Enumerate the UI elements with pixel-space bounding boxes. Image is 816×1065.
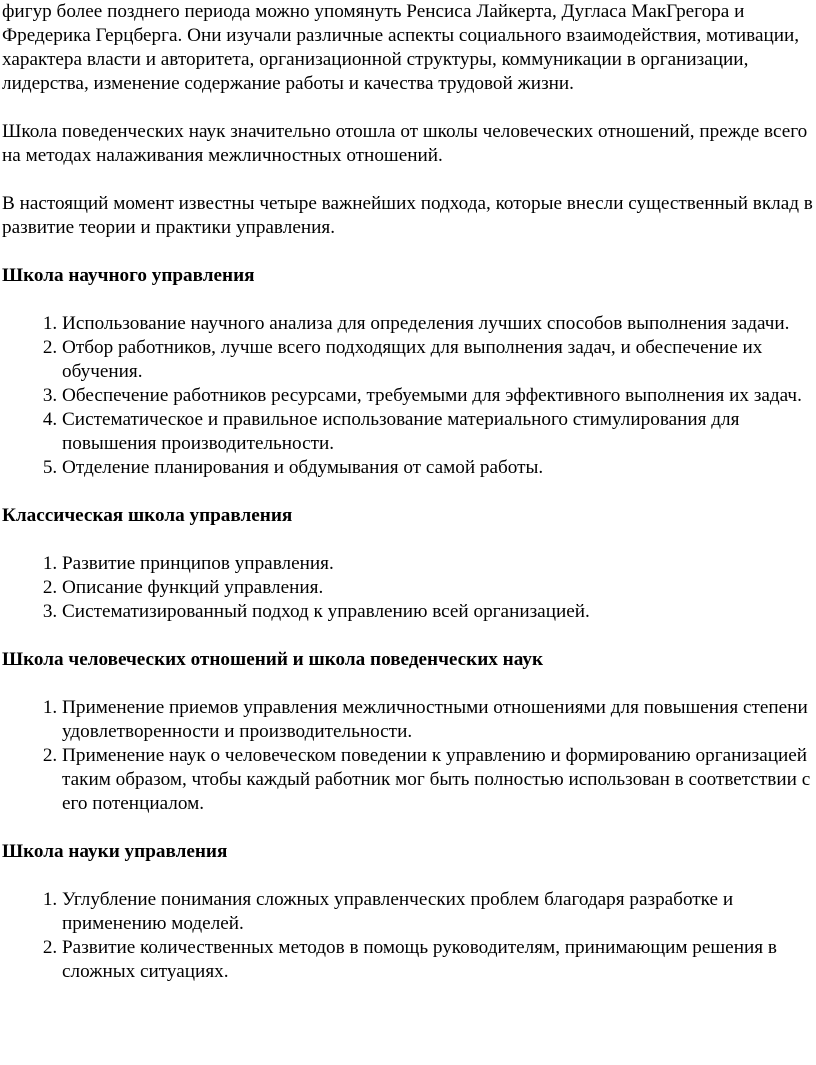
list-item: 3. Обеспечение работников ресурсами, требуемыми для эффективного выполнения их задач. — [62, 384, 814, 408]
section-heading-human-relations: Школа человеческих отношений и школа поведенческих наук — [2, 649, 544, 670]
intro-paragraph: фигур более позднего периода можно упомянуть Ренсиса Лайкерта, Дугласа МакГрегора и Фредерика Герцберга. Они изучали различные аспекты социального взаимодействия, мотивации, характера власти и авторитета, организационной структуры, коммуникации в организации, лидерства, изменение содержание работы и качества трудовой жизни. — [2, 1, 800, 94]
human-relations-list — [2, 696, 814, 816]
behavioral-paragraph: Школа поведенческих наук значительно отошла от школы человеческих отношений, прежде всего на методах налаживания межличностных отношений. — [2, 121, 808, 166]
section-heading-scientific: Школа научного управления — [2, 265, 255, 286]
scientific-list — [2, 312, 814, 480]
list-item: 1. Углубление понимания сложных управленческих проблем благодаря разработке и применению моделей. — [62, 888, 814, 936]
list-item: 1. Развитие принципов управления. — [62, 552, 814, 576]
list-item: 2. Развитие количественных методов в помощь руководителям, принимающим решения в сложных ситуациях. — [62, 936, 814, 984]
section-heading-management-science: Школа науки управления — [2, 841, 228, 862]
list-item: 5. Отделение планирования и обдумывания от самой работы. — [62, 456, 814, 480]
list-item: 2. Применение наук о человеческом поведении к управлению и формированию организацией таким образом, чтобы каждый работник мог быть полностью использован в соответствии с его потенциалом. — [62, 744, 814, 816]
list-item: 4. Систематическое и правильное использование материального стимулирования для повышения производительности. — [62, 408, 814, 456]
list-item: 3. Систематизированный подход к управлению всей организацией. — [62, 600, 814, 624]
list-item: 2. Описание функций управления. — [62, 576, 814, 600]
classical-list — [2, 552, 814, 624]
list-item: 2. Отбор работников, лучше всего подходящих для выполнения задач, и обеспечение их обучения. — [62, 336, 814, 384]
management-science-list — [2, 888, 814, 984]
section-heading-classical: Классическая школа управления — [2, 505, 293, 526]
approaches-paragraph: В настоящий момент известны четыре важнейших подхода, которые внесли существенный вклад в развитие теории и практики управления. — [2, 193, 813, 238]
list-item: 1. Применение приемов управления межличностными отношениями для повышения степени удовлетворенности и производительности. — [62, 696, 814, 744]
list-item: 1. Использование научного анализа для определения лучших способов выполнения задачи. — [62, 312, 814, 336]
